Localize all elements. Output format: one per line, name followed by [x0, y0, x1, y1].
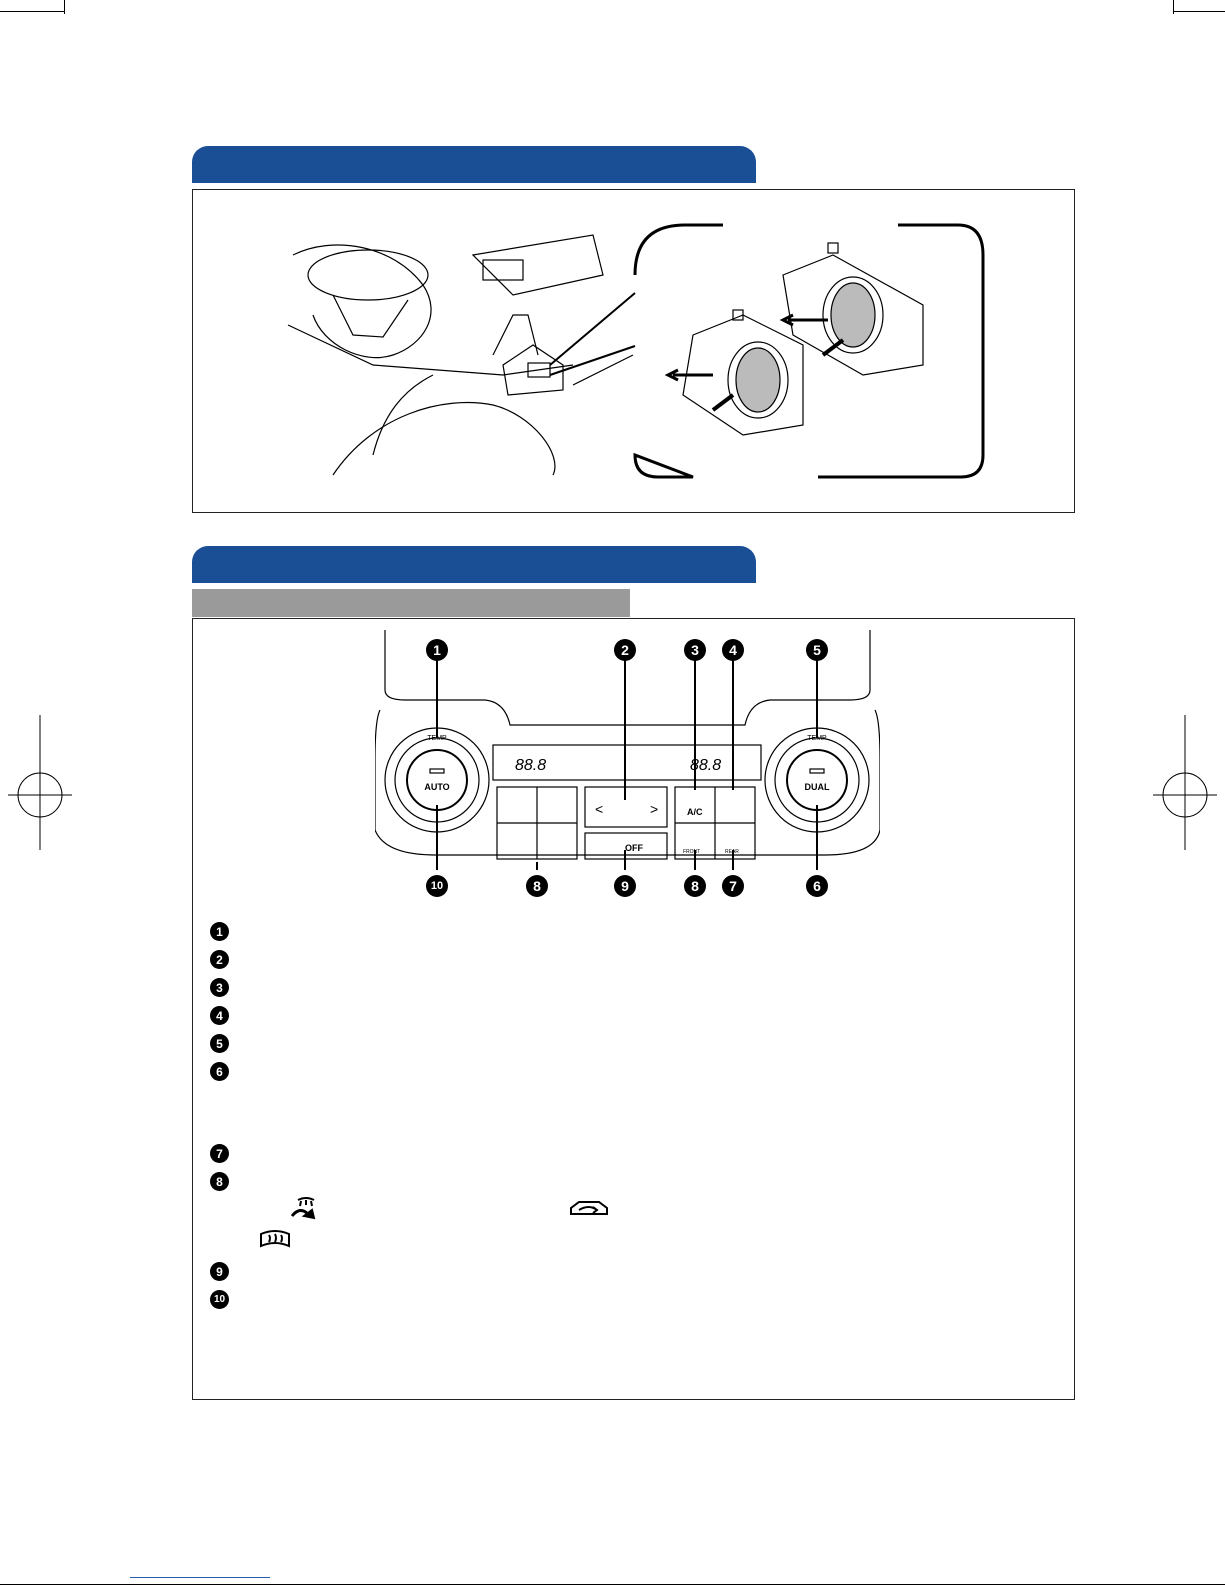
crop-mark-top-right-h	[1173, 11, 1225, 12]
legend-item	[210, 1062, 241, 1081]
left-temp-display: 88.8	[515, 757, 547, 774]
legend-bullet: 5	[210, 1034, 229, 1053]
legend-item	[210, 950, 241, 969]
callout-8b: 8	[684, 875, 706, 897]
legend-bullet: 8	[210, 1172, 229, 1191]
seat-heater-section-box	[192, 189, 1075, 513]
right-temp-display: 88.8	[690, 757, 722, 774]
registration-mark-left	[0, 715, 80, 865]
callout-9: 9	[614, 875, 636, 897]
legend-item	[210, 1034, 241, 1053]
defrost-mode-icon	[290, 1196, 320, 1222]
svg-text:<: <	[595, 801, 604, 817]
rear-defrost-label: REAR	[725, 849, 739, 855]
ac-button-label: A/C	[687, 807, 703, 817]
callout-8a: 8	[526, 875, 548, 897]
fan-off-label: OFF	[625, 843, 643, 853]
callout-4: 4	[722, 639, 744, 661]
legend-item	[210, 1172, 241, 1191]
left-temp-label: TEMP	[427, 735, 447, 742]
legend-bullet: 10	[210, 1290, 229, 1309]
climate-subheader	[192, 589, 630, 617]
legend-item	[210, 1290, 241, 1309]
legend-item	[210, 922, 241, 941]
auto-button-label: AUTO	[424, 782, 450, 792]
callout-2: 2	[614, 639, 636, 661]
crop-mark-top-left-v	[64, 0, 65, 14]
callout-10: 10	[426, 875, 448, 897]
callout-5: 5	[806, 639, 828, 661]
front-defrost-label: FRONT	[683, 849, 701, 855]
svg-text:>: >	[650, 801, 659, 817]
legend-bullet: 9	[210, 1262, 229, 1281]
legend-bullet: 6	[210, 1062, 229, 1081]
legend-bullet: 2	[210, 950, 229, 969]
legend-bullet: 3	[210, 978, 229, 997]
seat-heater-switches-illustration	[273, 215, 993, 485]
legend-bullet: 1	[210, 922, 229, 941]
legend-item	[210, 1006, 241, 1025]
windshield-defogger-icon	[258, 1228, 292, 1250]
legend-bullet: 4	[210, 1006, 229, 1025]
recirculation-icon	[567, 1198, 611, 1220]
callout-7: 7	[722, 875, 744, 897]
legend-bullet: 7	[210, 1144, 229, 1163]
registration-mark-right	[1145, 715, 1225, 865]
right-temp-label: TEMP	[807, 735, 827, 742]
legend-item	[210, 1144, 241, 1163]
legend-item	[210, 978, 241, 997]
legend-item	[210, 1262, 241, 1281]
crop-mark-top-left-h	[0, 11, 64, 12]
seat-heater-section-header	[192, 146, 756, 183]
climate-control-panel-illustration	[375, 630, 880, 870]
climate-section-header	[192, 546, 756, 583]
dual-button-label: DUAL	[804, 782, 830, 792]
callout-1: 1	[426, 639, 448, 661]
callout-3: 3	[684, 639, 706, 661]
callout-6: 6	[806, 875, 828, 897]
bottom-link-underline	[130, 1577, 270, 1578]
